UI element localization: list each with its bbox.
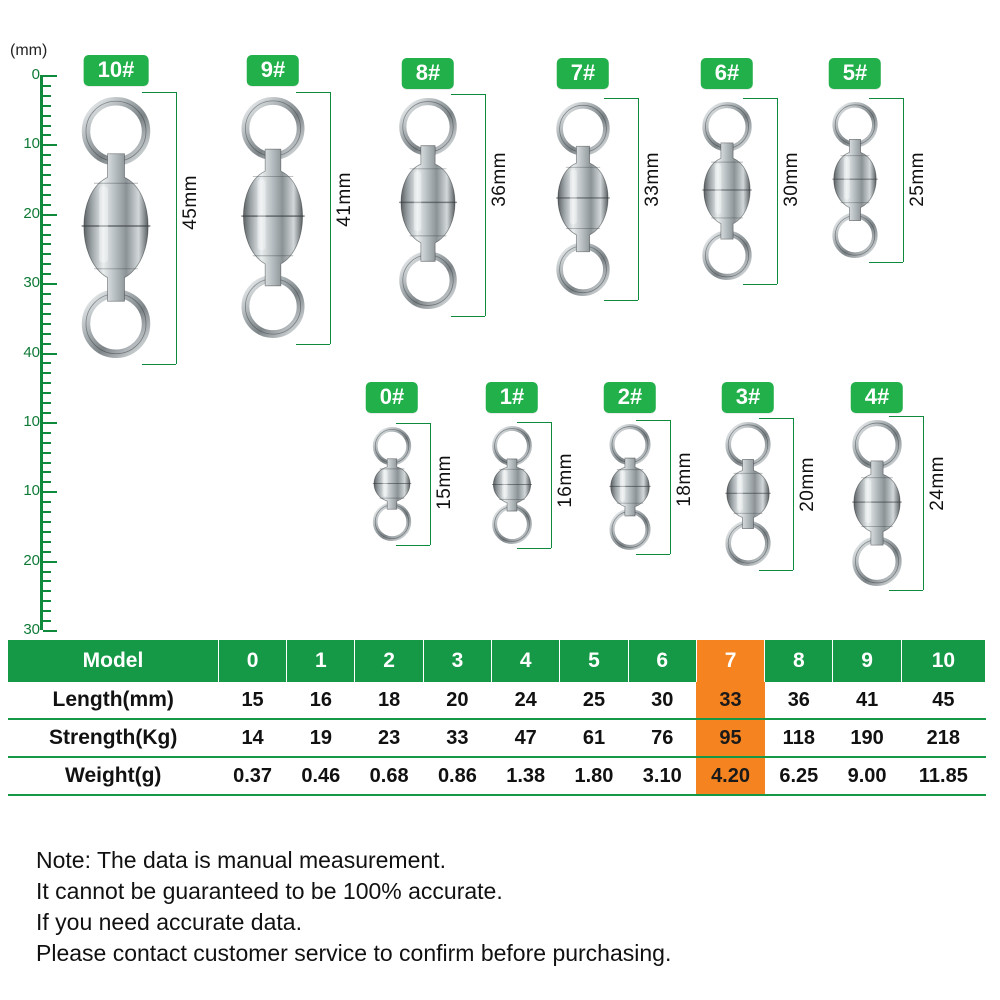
swivel-illustration [386,96,470,316]
table-header-row [8,640,986,682]
model-badge: 0# [366,382,418,413]
dimension-cap [396,545,430,546]
ruler-tick [43,491,57,493]
dimension-cap [451,94,485,95]
table-cell: 18 [378,688,401,711]
ruler-tick [43,293,51,295]
dimension-label: 20mm [797,457,818,512]
model-badge: 8# [402,58,454,89]
model-badge: 6# [701,58,753,89]
note-line: Note: The data is manual measurement. [36,847,446,873]
table-cell: 6.25 [779,764,819,787]
model-badge: 2# [604,382,656,413]
ruler-tick [43,442,51,444]
ruler-tick [43,313,51,315]
ruler-tick [43,600,51,602]
ruler-tick [43,521,51,523]
ruler-tick [43,85,51,87]
table-row [8,719,986,757]
dimension-label: 24mm [927,456,948,511]
dimension-cap [869,262,903,263]
table-cell: 47 [514,726,537,749]
dimension-line [485,94,486,316]
ruler-tick [43,531,51,533]
swivel-illustration [600,422,660,557]
dimension-cap [451,316,485,317]
note-line: It cannot be guaranteed to be 100% accurate. [36,878,503,905]
ruler-tick [43,402,51,404]
dimension-cap [142,92,176,93]
model-badge: 10# [84,55,149,86]
swivel-illustration [841,418,913,593]
table-cell: 45 [932,688,955,711]
table-cell: 23 [378,726,401,749]
table-header-cell: 5 [560,640,628,682]
note-line: Please contact customer service to confirm before purchasing. [36,940,672,967]
table-cell: 0.86 [437,764,477,787]
spec-table-body [8,682,986,795]
dimension-cap [636,554,670,555]
ruler-tick [43,471,51,473]
ruler-label: 30 [23,621,40,638]
ruler-tick [43,590,51,592]
ruler-tick [43,273,51,275]
table-header-cell: 6 [628,640,696,682]
ruler-tick [43,511,51,513]
table-cell: 41 [855,688,879,711]
model-badge: 7# [557,58,609,89]
table-header-cell: 0 [218,640,286,682]
ruler-tick [43,214,57,216]
ruler-tick [43,382,51,384]
spec-table [8,640,986,796]
ruler-tick [43,115,51,117]
ruler-tick [43,362,51,364]
table-cell: 15 [241,688,264,711]
ruler-tick [43,541,51,543]
spec-table-head [8,640,986,682]
dimension-cap [517,422,551,423]
ruler-tick [43,154,51,156]
table-header-cell: 7 [696,640,764,682]
ruler-tick [43,452,51,454]
table-cell: 16 [309,688,332,711]
note-line: If you need accurate data. [36,909,302,936]
dimension-label: 45mm [180,175,201,230]
table-header-cell: 10 [901,640,985,682]
dimension-cap [142,364,176,365]
ruler-tick [43,283,57,285]
table-header-cell: 4 [492,640,560,682]
ruler-tick [43,243,51,245]
model-badge: 5# [829,58,881,89]
dimension-cap [604,300,638,301]
dimension-label: 41mm [334,172,355,227]
dimension-line [923,416,924,590]
dimension-cap [517,548,551,549]
table-cell: 1.80 [574,764,614,787]
table-row [8,757,986,795]
ruler-tick [43,432,51,434]
dimension-cap [396,423,430,424]
swivel-illustration [227,95,319,345]
dimension-line [551,422,552,548]
table-cell: 9.00 [847,764,887,787]
dimension-line [793,418,794,570]
table-cell: 61 [582,726,606,749]
ruler-tick [43,144,57,146]
ruler-tick [43,481,51,483]
table-row-label: Weight(g) [65,764,162,787]
table-header-cell: 1 [287,640,355,682]
dimension-cap [296,344,330,345]
ruler-label: 20 [23,551,40,569]
ruler-tick [43,610,51,612]
table-cell: 0.46 [301,764,341,787]
table-cell: 76 [651,726,674,749]
ruler-tick [43,134,51,136]
table-header-cell: 9 [833,640,901,682]
table-row [8,682,986,719]
dimension-cap [759,418,793,419]
ruler-tick [43,75,57,77]
dimension-line [903,98,904,262]
dimension-line [176,92,177,364]
ruler [10,42,68,638]
table-header-cell: 3 [423,640,491,682]
ruler-tick [43,253,51,255]
table-cell: 20 [446,688,469,711]
ruler-tick [43,501,51,503]
dimension-label: 16mm [555,453,576,508]
table-cell: 0.68 [369,764,409,787]
dimension-label: 18mm [674,452,695,507]
ruler-tick [43,571,51,573]
ruler-tick [43,184,51,186]
ruler-label: 10 [23,482,40,500]
ruler-tick [43,194,51,196]
ruler-tick [43,333,51,335]
table-cell: 14 [241,726,264,749]
dimension-label: 25mm [907,152,928,207]
ruler-tick [43,392,51,394]
ruler-unit-label: (mm) [10,42,48,59]
table-cell: 0.37 [233,764,273,787]
dimension-label: 33mm [642,152,663,207]
dimension-line [330,92,331,344]
dimension-line [777,98,778,284]
dimension-label: 36mm [489,152,510,207]
ruler-tick [43,422,57,424]
dimension-line [430,423,431,545]
ruler-label: 0 [31,66,40,83]
dimension-cap [743,98,777,99]
swivel-illustration [483,424,541,551]
ruler-tick [43,372,51,374]
dimension-cap [889,590,923,591]
table-cell: 11.85 [918,764,968,787]
model-badge: 9# [247,55,299,86]
ruler-label: 20 [23,204,40,222]
table-cell: 1.38 [506,764,546,787]
table-cell: 24 [514,688,537,711]
table-row-label: Length(mm) [52,688,174,711]
table-header-cell: 8 [765,640,833,682]
dimension-cap [889,416,923,417]
ruler-tick [43,263,51,265]
table-cell: 30 [651,688,674,711]
ruler-tick [43,561,57,563]
ruler-tick [43,630,57,632]
ruler-label: 40 [23,343,40,361]
ruler-label: 30 [23,274,40,292]
ruler-tick [43,125,51,127]
ruler-tick [43,580,51,582]
dimension-cap [604,98,638,99]
model-badge: 1# [486,382,538,413]
swivel-illustration [691,100,763,287]
ruler-tick [43,343,51,345]
ruler-tick [43,234,51,236]
ruler-tick [43,551,51,553]
ruler-tick [43,303,51,305]
table-cell: 190 [850,726,884,749]
table-row-label: Strength(Kg) [49,726,178,749]
ruler-tick [43,323,51,325]
ruler-tick [43,462,51,464]
table-cell: 25 [582,688,606,711]
ruler-tick [43,164,51,166]
table-header-model: Model [8,640,218,682]
table-cell: 3.10 [642,764,682,787]
swivel-illustration [822,100,888,265]
table-cell: 36 [787,688,810,711]
table-cell: 95 [696,719,764,757]
model-badge: 3# [722,382,774,413]
swivel-illustration [66,95,166,365]
ruler-tick [43,412,51,414]
swivel-illustration [364,425,420,548]
ruler-label: 10 [23,135,40,153]
ruler-label: 10 [23,412,40,430]
ruler-tick [43,95,51,97]
dimension-label: 15mm [434,455,455,510]
notes-block [36,845,976,969]
ruler-tick [43,353,57,355]
ruler-tick [43,105,51,107]
ruler-tick [43,620,51,622]
dimension-cap [759,570,793,571]
dimension-cap [869,98,903,99]
dimension-cap [636,420,670,421]
ruler-tick [43,174,51,176]
dimension-label: 30mm [781,152,802,207]
ruler-tick [43,204,51,206]
swivel-illustration [715,420,781,573]
ruler-tick [43,224,51,226]
dimension-line [638,98,639,300]
table-cell: 19 [309,726,332,749]
dimension-cap [743,284,777,285]
table-header-cell: 2 [355,640,423,682]
table-cell: 33 [446,726,469,749]
dimension-cap [296,92,330,93]
table-cell: 4.20 [696,757,764,795]
table-cell: 118 [782,726,815,749]
model-badge: 4# [851,382,903,413]
table-cell: 33 [696,682,764,719]
table-cell: 218 [926,726,961,749]
swivel-illustration [544,100,622,303]
dimension-line [670,420,671,554]
